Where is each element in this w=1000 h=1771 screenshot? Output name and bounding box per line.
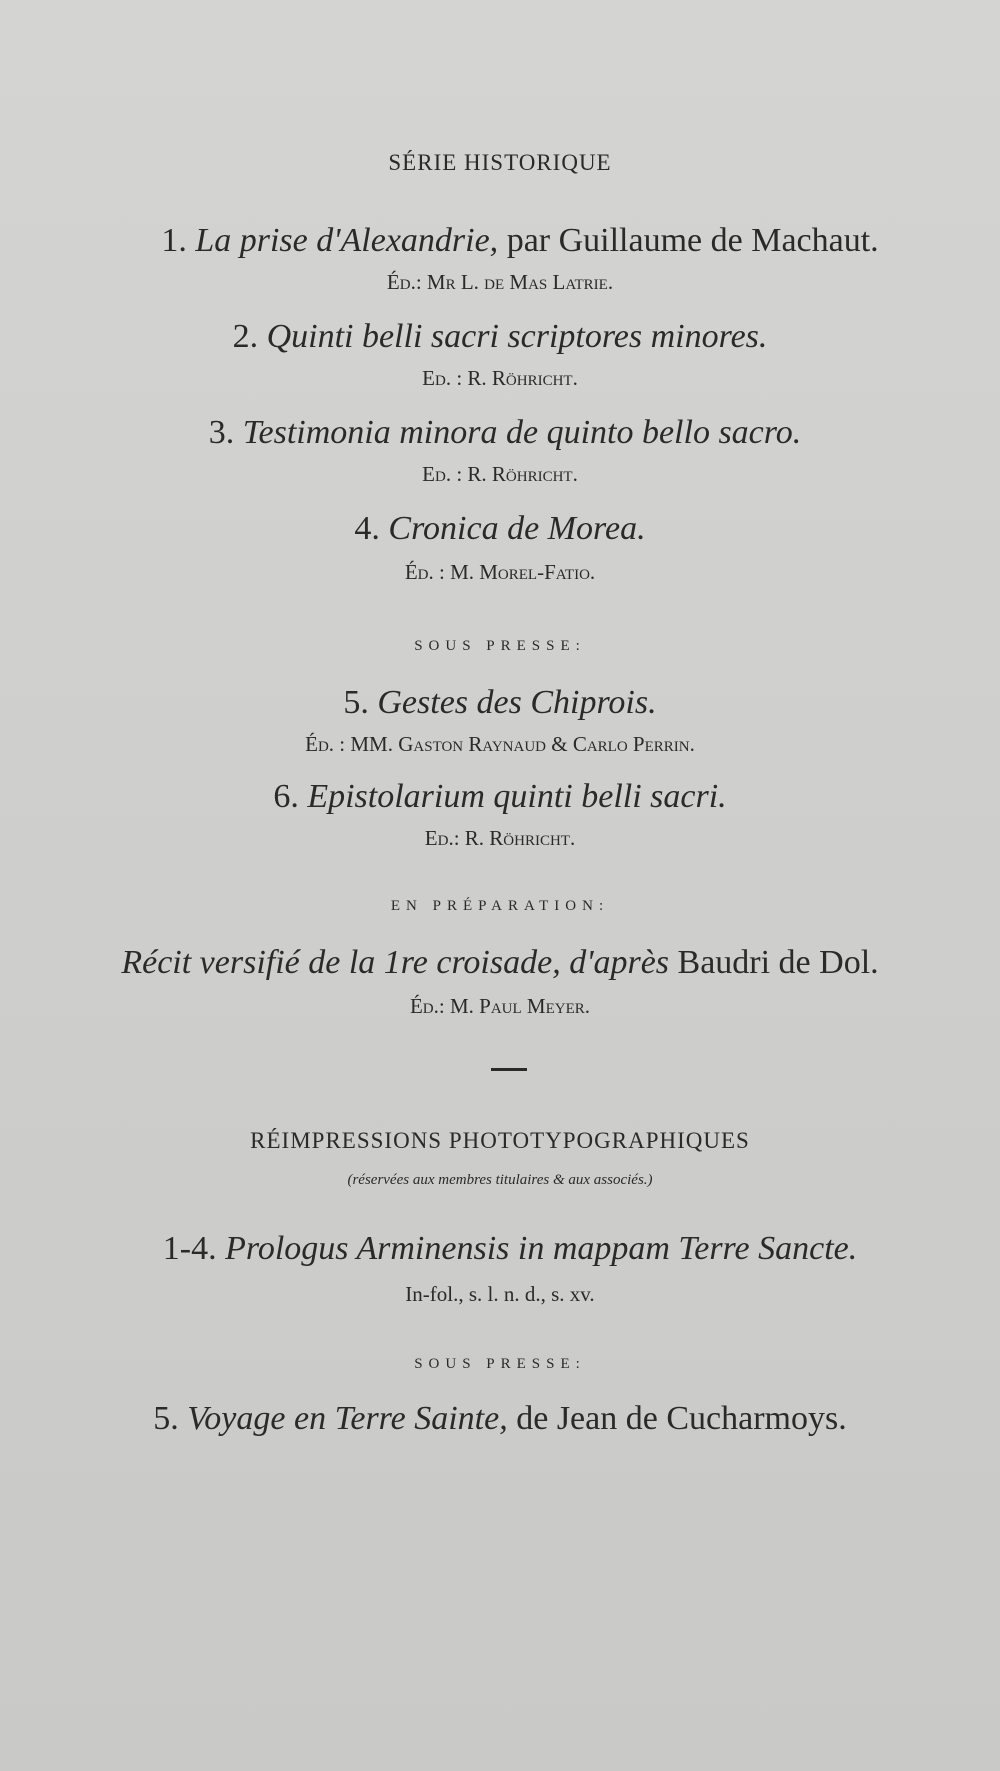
entry-4-editor: Éd. : M. Morel-Fatio. xyxy=(404,560,596,584)
entry-4-number: 4. xyxy=(354,510,380,547)
entry-6-number: 6. xyxy=(273,778,299,815)
entry-3 xyxy=(5,414,1000,452)
entry-5-editor: Éd. : MM. Gaston Raynaud & Carlo Perrin. xyxy=(305,732,695,756)
preparation-entry-title: Récit versifié de la 1re croisade, d'après xyxy=(121,944,670,981)
reimpressions-entry-5 xyxy=(0,1400,1000,1438)
reimpressions-heading: RÉIMPRESSIONS PHOTOTYPOGRAPHIQUES xyxy=(250,1128,750,1153)
entry-2-editor: Ed. : R. Röhricht. xyxy=(422,366,578,390)
entry-3-number: 3. xyxy=(208,414,235,451)
reimpressions-entry-5-number: 5. xyxy=(153,1400,179,1437)
entry-4-title: Cronica de Morea. xyxy=(388,510,646,547)
reimpressions-entry-5-title: Voyage en Terre Sainte, xyxy=(187,1400,508,1437)
reimpressions-entry xyxy=(10,1230,1000,1268)
entry-2 xyxy=(0,318,1000,356)
entry-6-editor: Ed.: R. Röhricht. xyxy=(424,826,576,850)
entry-1-rest: par Guillaume de Machaut. xyxy=(498,222,879,259)
reimpressions-entry-5-rest: de Jean de Cucharmoys. xyxy=(507,1400,847,1437)
entry-5 xyxy=(0,684,1000,722)
reimpressions-detail: In-fol., s. l. n. d., s. xv. xyxy=(405,1282,595,1306)
entry-3-editor: Ed. : R. Röhricht. xyxy=(422,462,578,486)
entry-1-title: La prise d'Alexandrie, xyxy=(195,222,499,259)
preparation-label: EN PRÉPARATION: xyxy=(390,898,610,914)
entry-3-title: Testimonia minora de quinto bello sacro. xyxy=(242,414,802,451)
entry-1-editor: Éd.: Mr L. de Mas Latrie. xyxy=(386,270,614,294)
serie-heading: SÉRIE HISTORIQUE xyxy=(388,150,612,175)
entry-4 xyxy=(0,510,1000,548)
entry-2-title: Quinti belli sacri scriptores minores. xyxy=(266,318,768,355)
preparation-editor: Éd.: M. Paul Meyer. xyxy=(409,994,590,1018)
entry-5-title: Gestes des Chiprois. xyxy=(377,684,657,721)
preparation-entry-rest: Baudri de Dol. xyxy=(669,944,879,981)
section-divider xyxy=(491,1068,527,1071)
preparation-entry xyxy=(0,944,1000,982)
entry-2-number: 2. xyxy=(232,318,259,355)
entry-5-number: 5. xyxy=(343,684,369,721)
entry-1-number: 1. xyxy=(161,222,187,259)
entry-6-title: Epistolarium quinti belli sacri. xyxy=(307,778,727,815)
entry-1 xyxy=(20,222,1000,260)
sous-presse-label-1: SOUS PRESSE: xyxy=(414,638,586,654)
reimpressions-note: (réservées aux membres titulaires & aux associés.) xyxy=(347,1172,653,1188)
sous-presse-label-2: SOUS PRESSE: xyxy=(414,1356,586,1372)
reimpressions-entry-title: Prologus Arminensis in mappam Terre Sancte. xyxy=(225,1230,858,1267)
reimpressions-entry-number: 1-4. xyxy=(162,1230,217,1267)
entry-6 xyxy=(0,778,1000,816)
